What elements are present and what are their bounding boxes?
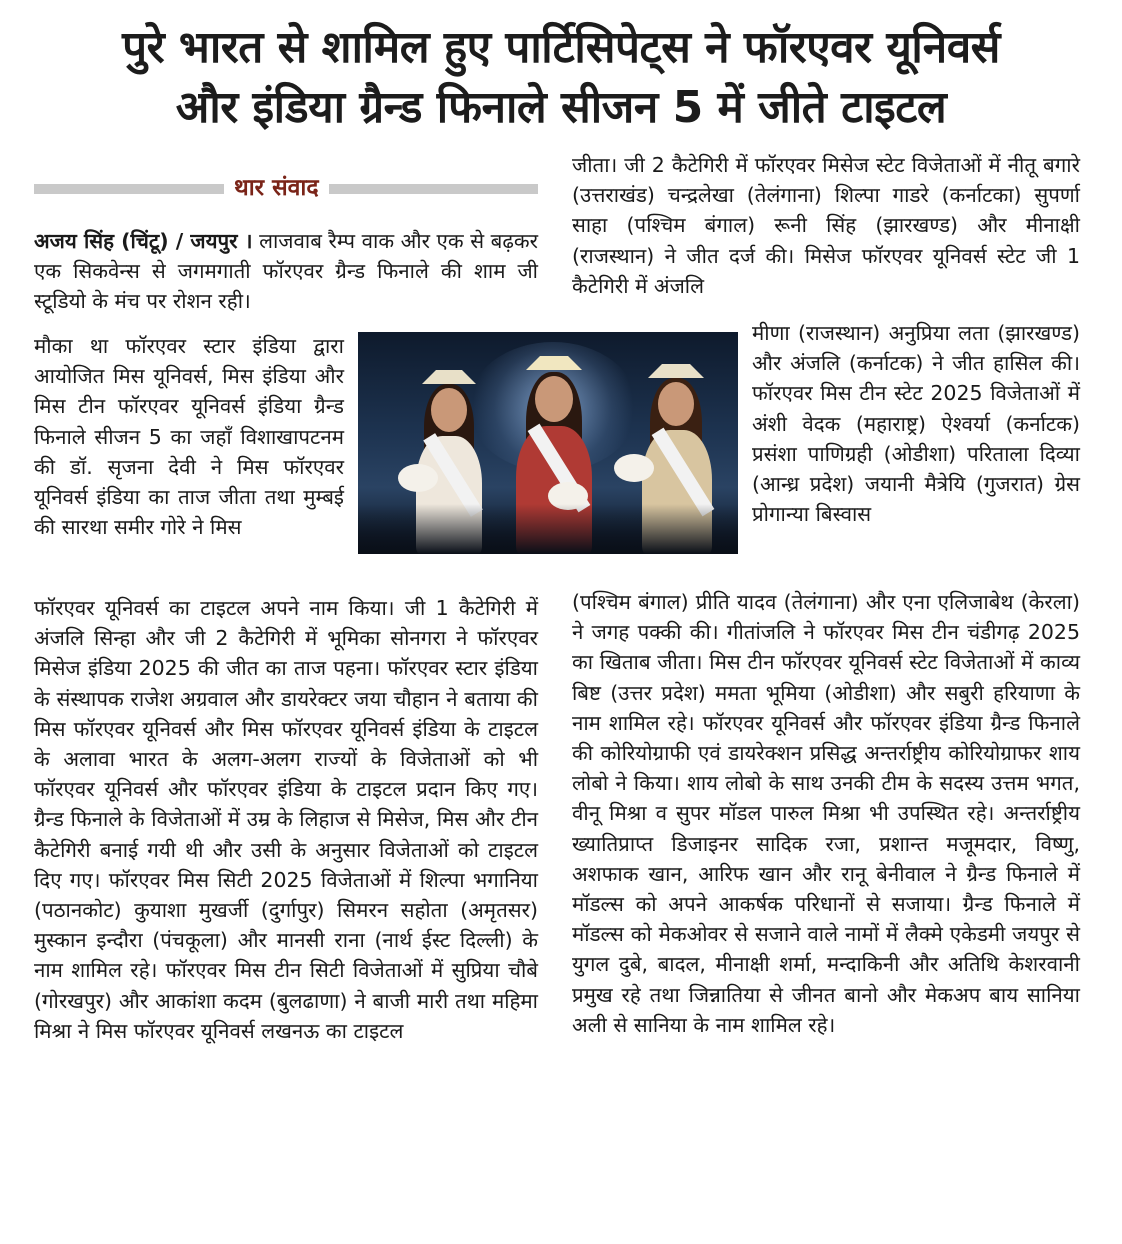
right-top-text: जीता। जी 2 कैटेगिरी में फॉरएवर मिसेज स्टेट विजेताओं में नीतू बगारे (उत्तराखंड) चन्द्रलेखा (तेलंगाना) शिल्पा गाडरे (कर्नाटका) सुपर्णा साहा (पश्चिम बंगाल) रूनी सिंह (झारखण्ड) और मीनाक्षी (राजस्थान) ने जीत दर्ज की। मिसेज फॉरएवर यूनिवर्स स्टेट जी 1 कैटेगिरी में अंजलि bbox=[572, 153, 1080, 298]
left-bottom-text: फॉरएवर यूनिवर्स का टाइटल अपने नाम किया। जी 1 कैटेगिरी में अंजलि सिन्हा और जी 2 कैटेगिरी में भूमिका सोनगरा ने फॉरएवर मिसेज इंडिया 2025 की जीत का ताज पहना। फॉरएवर स्टार इंडिया के संस्थापक राजेश अग्रवाल और डायरेक्टर जया चौहान ने बताया की मिस फॉरएवर यूनिवर्स और मिस फॉरएवर यूनिवर्स इंडिया के टाइटल के अलावा भारत के अलग-अलग राज्यों के विजेताओं को भी फॉरएवर यूनिवर्स और फॉरएवर इंडिया के टाइटल प्रदान किए गए। ग्रैन्ड फिनाले के विजेताओं में उम्र के लिहाज से मिसेज, मिस और टीन कैटेगिरी बनाई गयी थी और उसी के अनुसार विजेताओं को टाइटल दिए गए। फॉरएवर मिस सिटी 2025 विजेताओं में शिल्पा भगानिया (पठानकोट) कुयाशा मुखर्जी (दुर्गापुर) सिमरन सहोता (अमृतसर) मुस्कान इन्दौरा (पंचकूला) और मानसी राना (नार्थ ईस्ट दिल्ली) के नाम शामिल रहे। फॉरएवर मिस टीन सिटी विजेताओं में सुप्रिया चौबे (गोरखपुर) और आकांशा कदम (बुलढाणा) ने बाजी मारी तथा महिमा मिश्रा ने मिस फॉरएवर यूनिवर्स लखनऊ का टाइटल bbox=[34, 596, 538, 1043]
right-narrow-text: मीणा (राजस्थान) अनुप्रिया लता (झारखण्ड) और अंजलि (कर्नाटक) ने जीत हासिल की। फॉरएवर मिस टीन स्टेट 2025 विजेताओं में अंशी वेदक (महाराष्ट्र) ऐश्वर्या (कर्नाटक) प्रसंशा पाणिग्रही (ओडीशा) परिताला दिव्या (आन्ध्र प्रदेश) जयानी मैत्रेयि (गुजरात) ग्रेस प्रोगान्या बिस्वास bbox=[752, 321, 1080, 527]
right-column-narrow bbox=[752, 318, 1080, 529]
byline-label: थार संवाद bbox=[224, 172, 329, 204]
left-narrow-text: मौका था फॉरएवर स्टार इंडिया द्वारा आयोजित मिस यूनिवर्स, मिस इंडिया और मिस टीन फॉरएवर यूनिवर्स इंडिया ग्रैन्ड फिनाले सीजन 5 का जहाँ विशाखापटनम की डॉ. सृजना देवी ने मिस फॉरएवर यूनिवर्स इंडिया का ताज जीता तथा मुम्बई की सारथा समीर गोरे ने मिस bbox=[34, 334, 344, 540]
left-column-narrow bbox=[34, 331, 344, 542]
headline-line-2: और इंडिया ग्रैन्ड फिनाले सीजन 5 में जीते टाइटल bbox=[175, 82, 947, 133]
dateline: अजय सिंह (चिंटू) / जयपुर । bbox=[34, 229, 253, 253]
winners-photo bbox=[358, 332, 738, 554]
headline-line-1: पुरे भारत से शामिल हुए पार्टिसिपेट्स ने फॉरएवर यूनिवर्स bbox=[122, 22, 1000, 73]
right-column-top bbox=[572, 150, 1080, 301]
right-column-bottom bbox=[572, 587, 1080, 1040]
left-column-top bbox=[34, 226, 538, 317]
headline bbox=[0, 18, 1122, 138]
left-column-bottom bbox=[34, 593, 538, 1046]
intro-text: लाजवाब रैम्प वाक और एक से बढ़कर एक सिकवेन्स से जगमगाती फॉरएवर ग्रैन्ड फिनाले की शाम जी स्टूडियो के मंच पर रोशन रही। bbox=[34, 229, 538, 314]
right-bottom-text: (पश्चिम बंगाल) प्रीति यादव (तेलंगाना) और एना एलिजाबेथ (केरला) ने जगह पक्की की। गीतांजलि ने फॉरएवर मिस टीन चंडीगढ़ 2025 का खिताब जीता। मिस टीन फॉरएवर यूनिवर्स स्टेट विजेताओं में काव्य बिष्ट (उत्तर प्रदेश) ममता भूमिया (ओडीशा) और सबुरी हरियाणा के नाम शामिल रहे। फॉरएवर यूनिवर्स और फॉरएवर इंडिया ग्रैन्ड फिनाले की कोरियोग्राफी एवं डायरेक्शन प्रसिद्ध अन्तर्राष्ट्रीय कोरियोग्राफर शाय लोबो ने किया। शाय लोबो के साथ उनकी टीम के सदस्य उत्तम भगत, वीनू मिश्रा व सुपर मॉडल पारुल मिश्रा भी उपस्थित रहे। अन्तर्राष्ट्रीय ख्यातिप्राप्त डिजाइनर सादिक रजा, प्रशान्त मजूमदार, विष्णु, अशफाक खान, आरिफ खान और रानू बेनीवाल ने ग्रैन्ड फिनाले में मॉडल्स को अपने आकर्षक परिधानों से सजाया। ग्रैन्ड फिनाले में मॉडल्स को मेकओवर से सजाने वाले नामों में लैक्मे एकेडमी जयपुर से युगल दुबे, बादल, मीनाक्षी शर्मा, मन्दाकिनी और अतिथि केशरवानी प्रमुख रहे तथा जिन्नातिया से जीनत बानो और मेकअप बाय सानिया अली से सानिया के नाम शामिल रहे। bbox=[572, 590, 1080, 1037]
